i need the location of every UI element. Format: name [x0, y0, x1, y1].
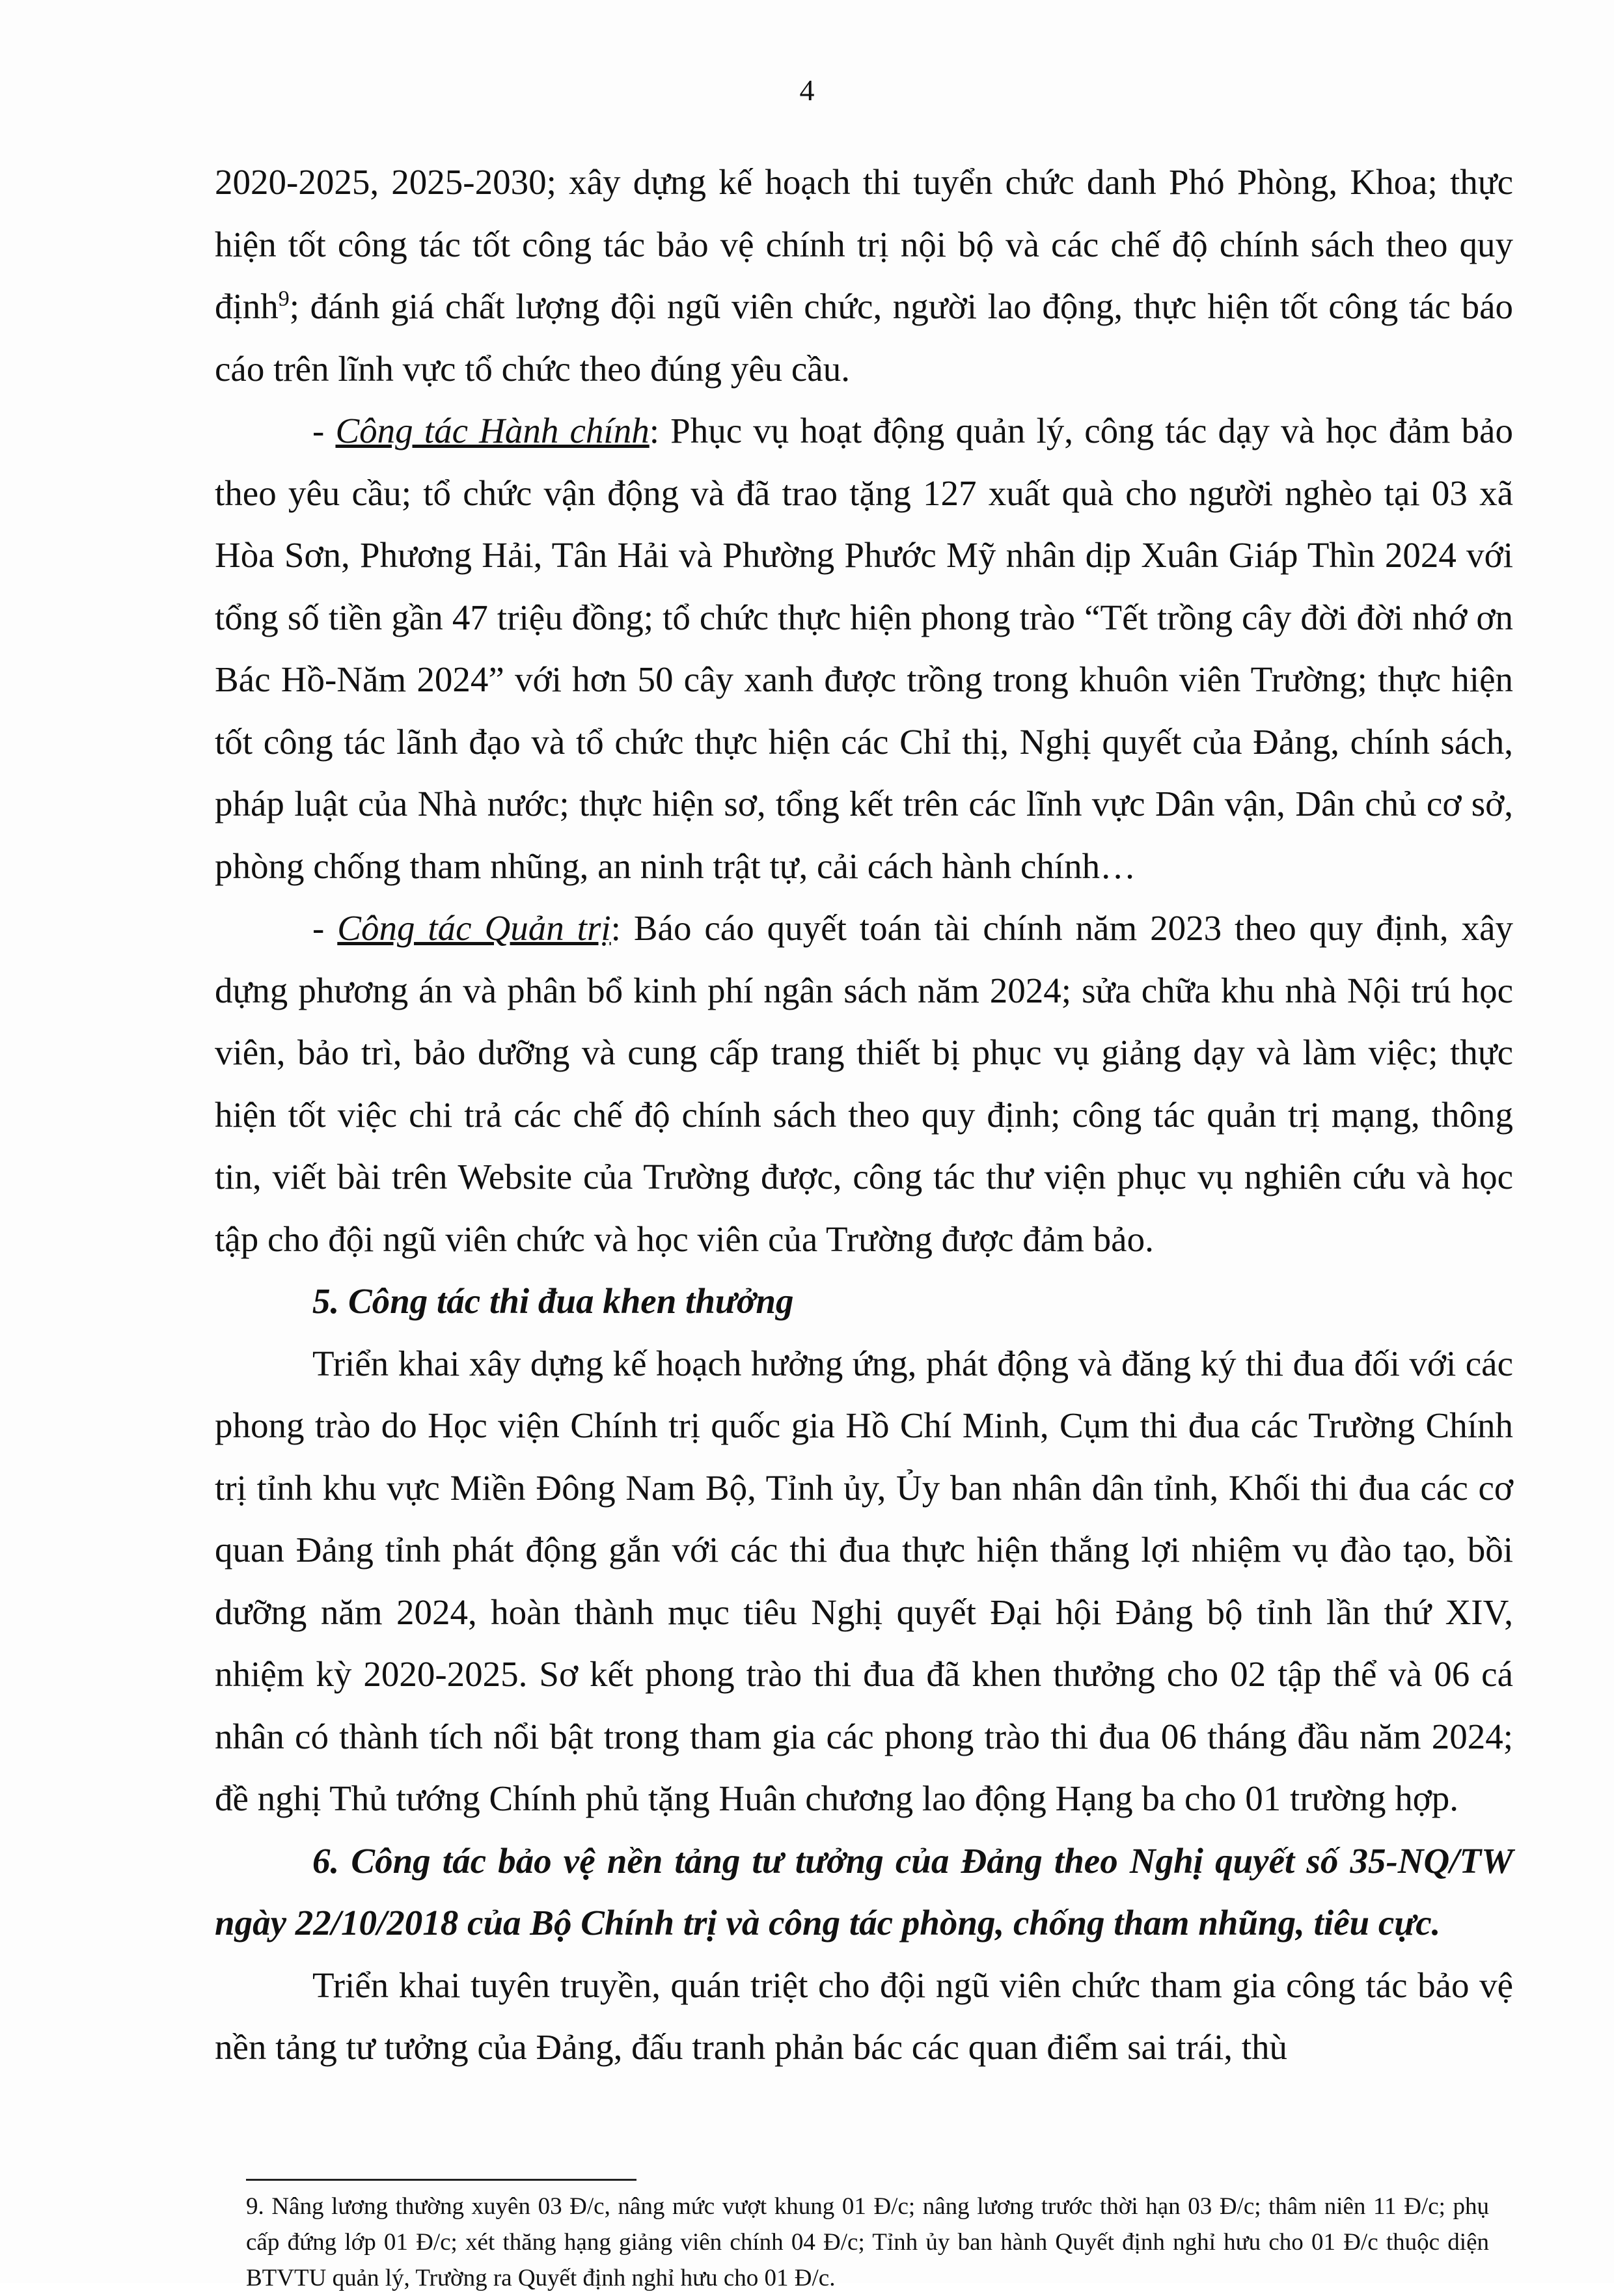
footnote-text: 9. Nâng lương thường xuyên 03 Đ/c, nâng mức vượt khung 01 Đ/c; nâng lương trước thời hạn 03 Đ/c; thâm niên 11 Đ/c; phụ cấp đứng lớp 01 Đ/c; xét thăng hạng giảng viên chính 04 Đ/c; Tỉnh ủy ban hành Quyết định nghỉ hưu cho 01 Đ/c thuộc diện BTVTU quản lý, Trường ra Quyết định nghỉ hưu cho 01 Đ/c.	[246, 2193, 1489, 2291]
paragraph-text: 2020-2025, 2025-2030; xây dựng kế hoạch thi tuyển chức danh Phó Phòng, Khoa; thực hiện tốt công tác tốt công tác bảo vệ chính trị nội bộ và các chế độ chính sách theo quy định	[215, 162, 1513, 326]
paragraph-ideology-protection: Triển khai tuyên truyền, quán triệt cho đội ngũ viên chức tham gia công tác bảo vệ nền tảng tư tưởng của Đảng, đấu tranh phản bác các quan điểm sai trái, thù	[215, 1965, 1513, 2067]
paragraph-management	[215, 897, 1513, 1270]
paragraph-organization-continued	[215, 151, 1513, 400]
document-body	[215, 151, 1513, 2079]
paragraph-text: : Phục vụ hoạt động quản lý, công tác dạy và học đảm bảo theo yêu cầu; tổ chức vận động và đã trao tặng 127 xuất quà cho người nghèo tại 03 xã Hòa Sơn, Phương Hải, Tân Hải và Phường Phước Mỹ nhân dịp Xuân Giáp Thìn 2024 với tổng số tiền gần 47 triệu đồng; tổ chức thực hiện phong trào “Tết trồng cây đời đời nhớ ơn Bác Hồ-Năm 2024” với hơn 50 cây xanh được trồng trong khuôn viên Trường; thực hiện tốt công tác lãnh đạo và tổ chức thực hiện các Chỉ thị, Nghị quyết của Đảng, chính sách, pháp luật của Nhà nước; thực hiện sơ, tổng kết trên các lĩnh vực Dân vận, Dân chủ cơ sở, phòng chống tham nhũng, an ninh trật tự, cải cách hành chính…	[215, 411, 1513, 886]
footnote-separator	[246, 2179, 636, 2181]
section-label-management: Công tác Quản trị	[337, 908, 611, 948]
section-label-administration: Công tác Hành chính	[335, 411, 650, 450]
paragraph-text-tail: ; đánh giá chất lượng đội ngũ viên chức, người lao động, thực hiện tốt công tác báo cáo trên lĩnh vực tổ chức theo đúng yêu cầu.	[215, 286, 1513, 389]
page-number: 4	[799, 74, 815, 107]
section-dash: -	[312, 908, 338, 948]
paragraph-text: : Báo cáo quyết toán tài chính năm 2023 theo quy định, xây dựng phương án và phân bổ kinh phí ngân sách năm 2024; sửa chữa khu nhà Nội trú học viên, bảo trì, bảo dưỡng và cung cấp trang thiết bị phục vụ giảng dạy và làm việc; thực hiện tốt việc chi trả các chế độ chính sách theo quy định; công tác quản trị mạng, thông tin, viết bài trên Website của Trường được, công tác thư viện phục vụ nghiên cứu và học tập cho đội ngũ viên chức và học viên của Trường được đảm bảo.	[215, 908, 1514, 1259]
heading-section-5: 5. Công tác thi đua khen thưởng	[312, 1281, 794, 1321]
footnote	[246, 2189, 1489, 2296]
footnote-reference[interactable]: 9	[278, 286, 290, 311]
heading-section-6: 6. Công tác bảo vệ nền tảng tư tưởng của Đảng theo Nghị quyết số 35-NQ/TW ngày 22/10/2018 của Bộ Chính trị và công tác phòng, chống tham nhũng, tiêu cực.	[215, 1840, 1513, 1943]
paragraph-emulation: Triển khai xây dựng kế hoạch hưởng ứng, phát động và đăng ký thi đua đối với các phong trào do Học viện Chính trị quốc gia Hồ Chí Minh, Cụm thi đua các Trường Chính trị tỉnh khu vực Miền Đông Nam Bộ, Tỉnh ủy, Ủy ban nhân dân tỉnh, Khối thi đua các cơ quan Đảng tỉnh phát động gắn với các thi đua thực hiện thắng lợi nhiệm vụ đào tạo, bồi dưỡng năm 2024, hoàn thành mục tiêu Nghị quyết Đại hội Đảng bộ tỉnh lần thứ XIV, nhiệm kỳ 2020-2025. Sơ kết phong trào thi đua đã khen thưởng cho 02 tập thể và 06 cá nhân có thành tích nổi bật trong tham gia các phong trào thi đua 06 tháng đầu năm 2024; đề nghị Thủ tướng Chính phủ tặng Huân chương lao động Hạng ba cho 01 trường hợp.	[215, 1343, 1513, 1818]
section-dash: -	[312, 411, 336, 450]
paragraph-administration	[215, 400, 1513, 897]
